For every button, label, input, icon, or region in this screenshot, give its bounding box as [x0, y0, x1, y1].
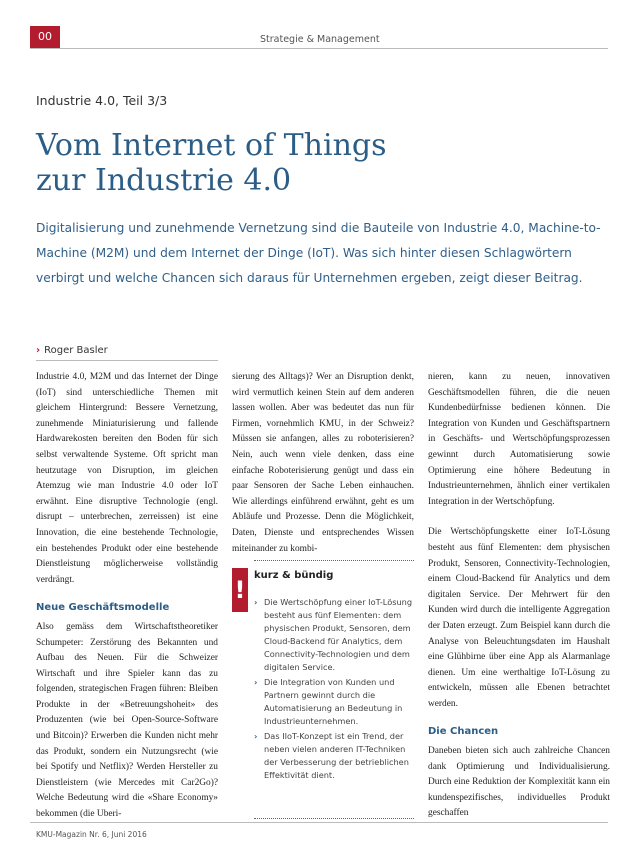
subheading-opportunities: Die Chancen — [428, 726, 499, 738]
box-item: › Die Wertschöpfung einer IoT-Lösung besteht aus fünf Elementen: dem physischen Produkt, Sensoren, dem Cloud-Backend für Analytics, dem Connectivity-Technologien und dem digitalen Service. — [254, 597, 413, 672]
footer-rule — [30, 822, 608, 823]
chevron-right-icon: › — [254, 597, 258, 607]
box-list — [254, 596, 414, 784]
chevron-right-icon: › — [254, 731, 258, 741]
author-name: Roger Basler — [44, 345, 108, 356]
exclamation-icon: ! — [232, 568, 248, 612]
box-item: › Die Integration von Kunden und Partnern gewinnt durch die Automatisierung an Bedeutung in Industrieunternehmen. — [254, 677, 403, 726]
box-title: kurz & bündig — [254, 570, 334, 581]
author-rule — [36, 360, 218, 361]
col1-paragraph-1: Industrie 4.0, M2M und das Internet der Dinge (IoT) sind unterschiedliche Themen mit gleichem Hintergrund: Bessere Vernetzung, zunehmende Miniaturisierung und fallende Hardwarekosten bereiten den Boden für sich selbst verwaltende Systeme. Oft spricht man heutzutage von Disruption, im gleichen Atemzug wie man Industrie 4.0 oder IoT erwähnt. Eine disruptive Technologie (engl. disrupt – unterbrechen, zerreissen) ist eine Innovation, die eine bestehende Technologie, ein bestehendes Produkt oder eine bestehende Dienstleistung möglicherweise vollständig verdrängt. — [36, 372, 218, 585]
box-item: › Das IIoT-Konzept ist ein Trend, der neben vielen anderen IT-Techniken der Verbesserung der betrieblichen Effektivität dient. — [254, 731, 409, 780]
chevron-right-icon: › — [254, 677, 258, 687]
summary-box — [232, 560, 414, 822]
series-label: Industrie 4.0, Teil 3/3 — [36, 93, 168, 108]
col2-paragraph-1: sierung des Alltags)? Wer an Disruption denkt, wird vermutlich keinen Stein auf dem anderen lassen wollen. Aber was bedeutet das nun für Firmen, vornehmlich KMU, in der Schweiz? Müssen sie anfangen, alles zu roboterisieren? Nein, auch wenn viele denken, dass eine einfache Roboterisierung genügt und dass ein paar Sensoren der Sache Leben einhauchen. Wie allerdings einführend erwähnt, geht es um Abläufe und Prozesse. Denn die Möglichkeit, Daten, Dienste und entsprechendes Wissen miteinander zu kombi- — [232, 372, 414, 554]
column-3 — [428, 370, 610, 822]
title-line-2: zur Industrie 4.0 — [36, 163, 292, 198]
box-top-rule — [254, 560, 414, 561]
author-line — [36, 345, 108, 356]
col3-paragraph-1: nieren, kann zu neuen, innovativen Geschäftsmodellen führen, die die neuen Kundenbedürfnisse bedienen können. Die Integration von Kunden und Geschäftspartnern in Geschäfts- und Wertschöpfungsprozessen gewinnt durch Automatisierung sowie Optimierung eine höhere Bedeutung in Industrieunternehmen, ähnlich einer vertikalen Integration in der Wertschöpfung. — [428, 372, 610, 507]
page-number: 00 — [30, 26, 60, 48]
footer-text: KMU-Magazin Nr. 6, Juni 2016 — [36, 830, 147, 839]
chevron-right-icon: › — [36, 345, 41, 356]
col1-paragraph-2: Also gemäss dem Wirtschaftstheoretiker Schumpeter: Zerstörung des Bekannten und Aufbau des Neuen. Für die Schweizer Wirtschaft und ihre Spieler kann das zu folgenden, strategischen Fragen führen: Bleiben Produkte in der «Betreuungshoheit» des Produzenten (wie bei Open-Source-Software und Bitcoin)? Erwerben die Kunden nicht mehr das Produkt, sondern ein Nutzungsrecht (wie bei Spotify und Netflix)? Werden Hersteller zu Dienstleistern (wie Mercedes mit Car2Go)? Welche Bedeutung wird die «Share Economy» bekommen (die Uberi- — [36, 621, 218, 820]
column-1 — [36, 370, 218, 823]
header-rule — [30, 48, 608, 49]
col3-paragraph-3: Daneben bieten sich auch zahlreiche Chancen dank Optimierung und Individualisierung. Durch eine Reduktion der Komplexität kann ein kundenspezifisches, individuelles Produkt geschaffen — [428, 746, 610, 819]
article-title — [36, 128, 596, 198]
article-lead: Digitalisierung und zunehmende Vernetzung sind die Bauteile von Industrie 4.0, Machine-to-Machine (M2M) und dem Internet der Dinge (IoT). Was sich hinter diesen Schlagwörtern verbirgt und welche Chancen sich daraus für Unternehmen ergeben, zeigt dieser Beitrag. — [36, 221, 601, 285]
box-bottom-rule — [254, 818, 414, 819]
title-line-1: Vom Internet of Things — [36, 128, 387, 163]
col3-paragraph-2: Die Wertschöpfungskette einer IoT-Lösung besteht aus fünf Elementen: dem physischen Produkt, Sensoren, Connectivity-Technologien, einem Cloud-Backend für Analytics und dem digitalen Service. Der Mehrwert für den Kunden wird durch die intelligente Aggregation der Daten erzeugt. Zum Beispiel kann durch die Analyse von Beleuchtungsdaten im Haushalt eine Glühbirne über eine App als Alarmanlage dienen. Um eine werthaltige IoT-Lösung zu entwickeln, müssen alle Ebenen betrachtet werden. — [428, 527, 610, 709]
section-label: Strategie & Management — [260, 34, 380, 45]
column-2 — [232, 370, 414, 557]
subheading-new-business-models: Neue Geschäftsmodelle — [36, 602, 170, 614]
